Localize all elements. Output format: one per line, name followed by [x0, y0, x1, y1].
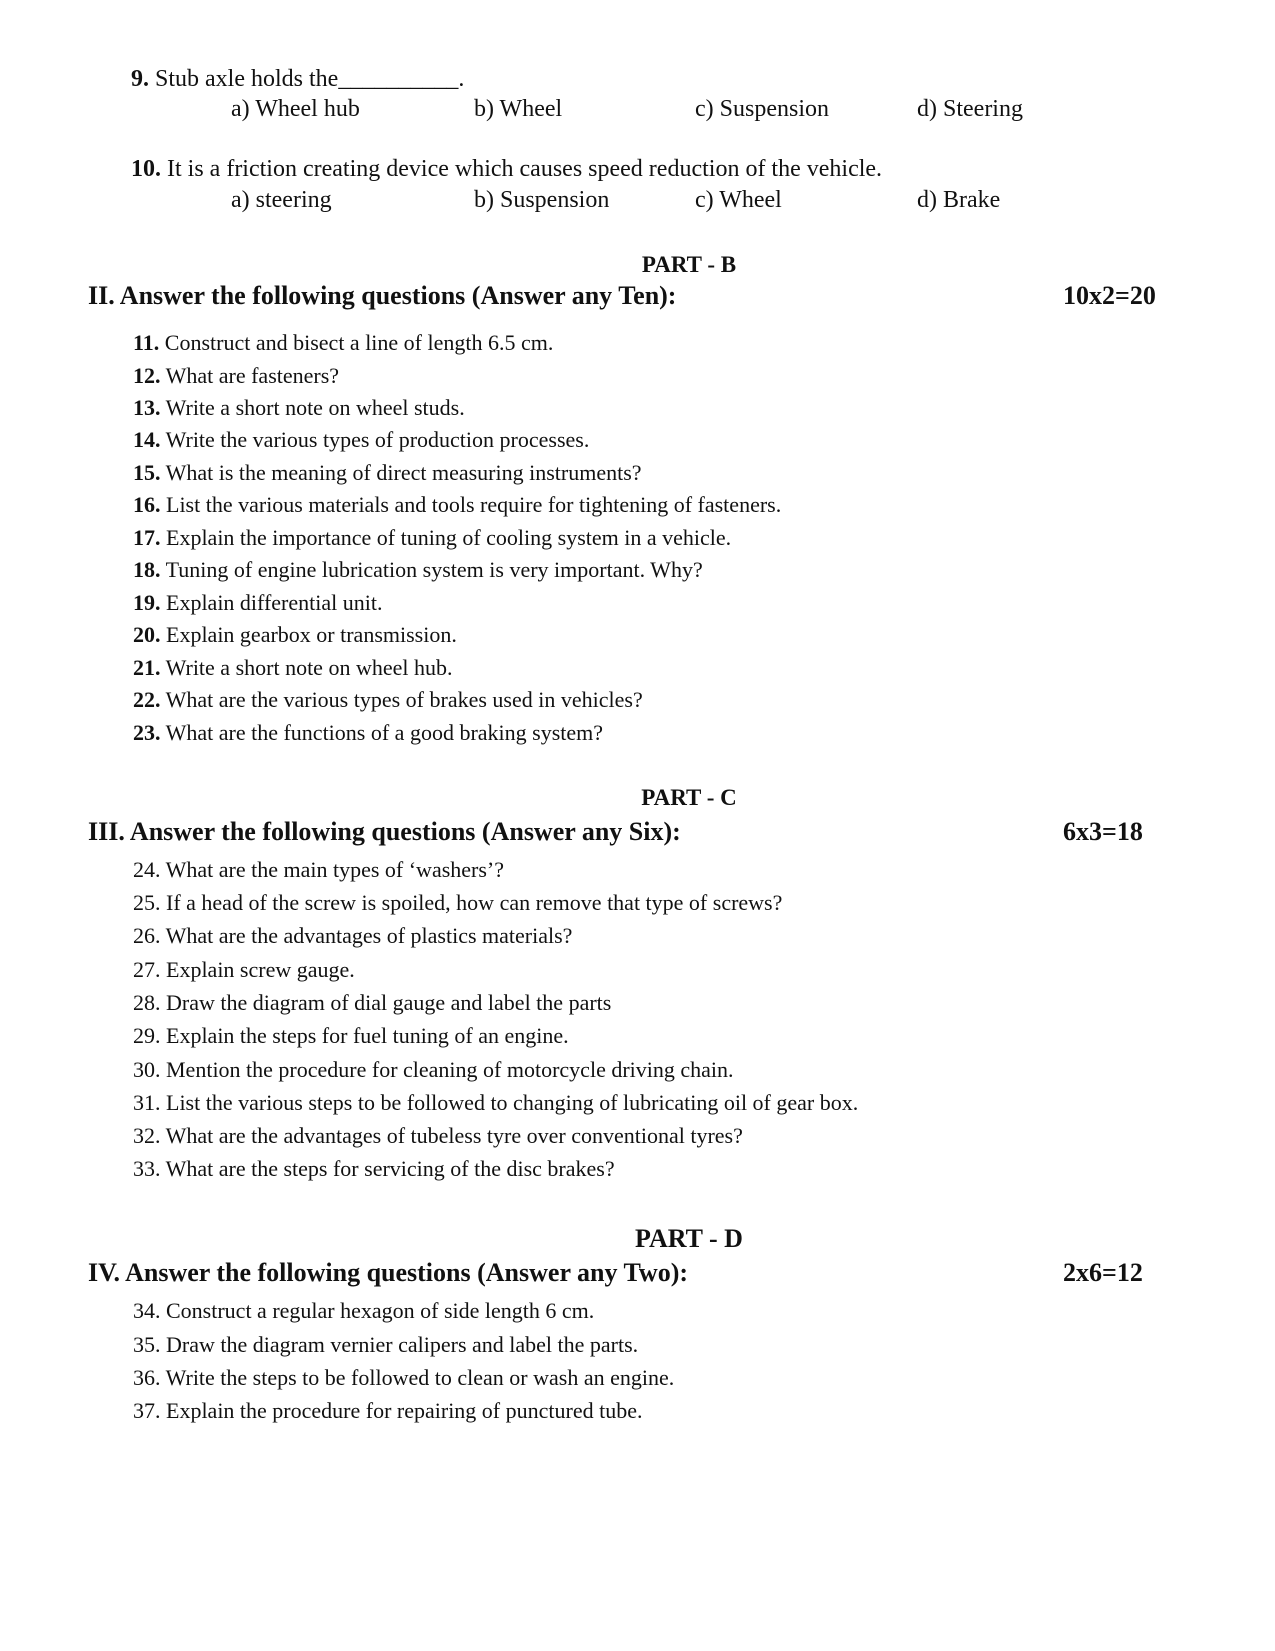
- option-a: a) steering: [231, 187, 332, 213]
- option-c: c) Suspension: [695, 96, 829, 122]
- list-item: [133, 395, 465, 421]
- item-text: What are fasteners?: [165, 363, 340, 388]
- item-number: 17.: [133, 525, 161, 550]
- item-text: What are the functions of a good braking system?: [165, 720, 604, 745]
- list-item: [133, 427, 589, 453]
- list-item: [133, 460, 642, 486]
- item-number: 18.: [133, 557, 161, 582]
- item-text: Construct and bisect a line of length 6.5 cm.: [164, 330, 554, 355]
- item-number: 15.: [133, 460, 161, 485]
- item-number: 22.: [133, 687, 161, 712]
- part-b-heading: II. Answer the following questions (Answer any Ten):: [88, 281, 677, 310]
- option-b: b) Suspension: [474, 187, 610, 213]
- item-text: Write the various types of production processes.: [165, 427, 590, 452]
- list-item: 37. Explain the procedure for repairing of punctured tube.: [133, 1398, 643, 1423]
- list-item: 30. Mention the procedure for cleaning of motorcycle driving chain.: [133, 1057, 734, 1082]
- list-item: 33. What are the steps for servicing of the disc brakes?: [133, 1156, 615, 1181]
- list-item: [133, 720, 603, 746]
- part-b-title: PART - B: [641, 252, 737, 277]
- list-item: 35. Draw the diagram vernier calipers and label the parts.: [133, 1332, 639, 1357]
- list-item: [133, 590, 382, 616]
- part-c-title: PART - C: [641, 785, 737, 810]
- question-number: 10.: [131, 156, 161, 182]
- list-item: 28. Draw the diagram of dial gauge and label the parts: [133, 990, 612, 1015]
- list-item: [133, 330, 553, 356]
- item-text: Write a short note on wheel studs.: [165, 395, 465, 420]
- list-item: 32. What are the advantages of tubeless tyre over conventional tyres?: [133, 1123, 743, 1148]
- list-item: [133, 557, 703, 583]
- list-item: 29. Explain the steps for fuel tuning of an engine.: [133, 1023, 569, 1048]
- item-number: 21.: [133, 655, 161, 680]
- list-item: 31. List the various steps to be followed to changing of lubricating oil of gear box.: [133, 1090, 859, 1115]
- item-text: What are the various types of brakes used in vehicles?: [165, 687, 643, 712]
- item-number: 23.: [133, 720, 161, 745]
- list-item: 25. If a head of the screw is spoiled, how can remove that type of screws?: [133, 890, 783, 915]
- part-d-heading: IV. Answer the following questions (Answer any Two):: [88, 1258, 689, 1287]
- list-item: [133, 655, 452, 681]
- item-number: 19.: [133, 590, 161, 615]
- question-text: Stub axle holds the__________.: [155, 66, 465, 92]
- item-number: 14.: [133, 427, 161, 452]
- option-d: d) Brake: [917, 187, 1001, 213]
- list-item: [133, 525, 731, 551]
- list-item: 27. Explain screw gauge.: [133, 957, 355, 982]
- item-number: 16.: [133, 492, 161, 517]
- list-item: [133, 622, 457, 648]
- item-number: 20.: [133, 622, 161, 647]
- list-item: 36. Write the steps to be followed to clean or wash an engine.: [133, 1365, 675, 1390]
- part-c-marks: 6x3=18: [1063, 817, 1143, 846]
- item-text: Explain the importance of tuning of cooling system in a vehicle.: [166, 525, 732, 550]
- list-item: [133, 492, 781, 518]
- part-b-marks: 10x2=20: [1063, 281, 1156, 310]
- part-c-heading: III. Answer the following questions (Answer any Six):: [88, 817, 681, 846]
- item-text: Tuning of engine lubrication system is very important. Why?: [165, 557, 703, 582]
- item-number: 13.: [133, 395, 161, 420]
- question-text: It is a friction creating device which causes speed reduction of the vehicle.: [167, 156, 883, 182]
- item-text: Write a short note on wheel hub.: [165, 655, 453, 680]
- list-item: 34. Construct a regular hexagon of side length 6 cm.: [133, 1298, 595, 1323]
- list-item: [133, 363, 339, 389]
- part-d-title: PART - D: [635, 1224, 743, 1253]
- item-text: Explain differential unit.: [166, 590, 383, 615]
- option-c: c) Wheel: [695, 187, 782, 213]
- option-d: d) Steering: [917, 96, 1023, 122]
- option-b: b) Wheel: [474, 96, 563, 122]
- item-text: Explain gearbox or transmission.: [166, 622, 457, 647]
- list-item: 26. What are the advantages of plastics materials?: [133, 923, 573, 948]
- list-item: [133, 687, 643, 713]
- item-text: What is the meaning of direct measuring instruments?: [165, 460, 642, 485]
- item-text: List the various materials and tools require for tightening of fasteners.: [166, 492, 782, 517]
- part-d-marks: 2x6=12: [1063, 1258, 1143, 1287]
- list-item: 24. What are the main types of ‘washers’?: [133, 857, 505, 882]
- question-number: 9.: [131, 66, 149, 92]
- question-9: [131, 66, 464, 93]
- option-a: a) Wheel hub: [231, 96, 360, 122]
- item-number: 12.: [133, 363, 161, 388]
- question-10: [131, 156, 882, 183]
- item-number: 11.: [133, 330, 160, 355]
